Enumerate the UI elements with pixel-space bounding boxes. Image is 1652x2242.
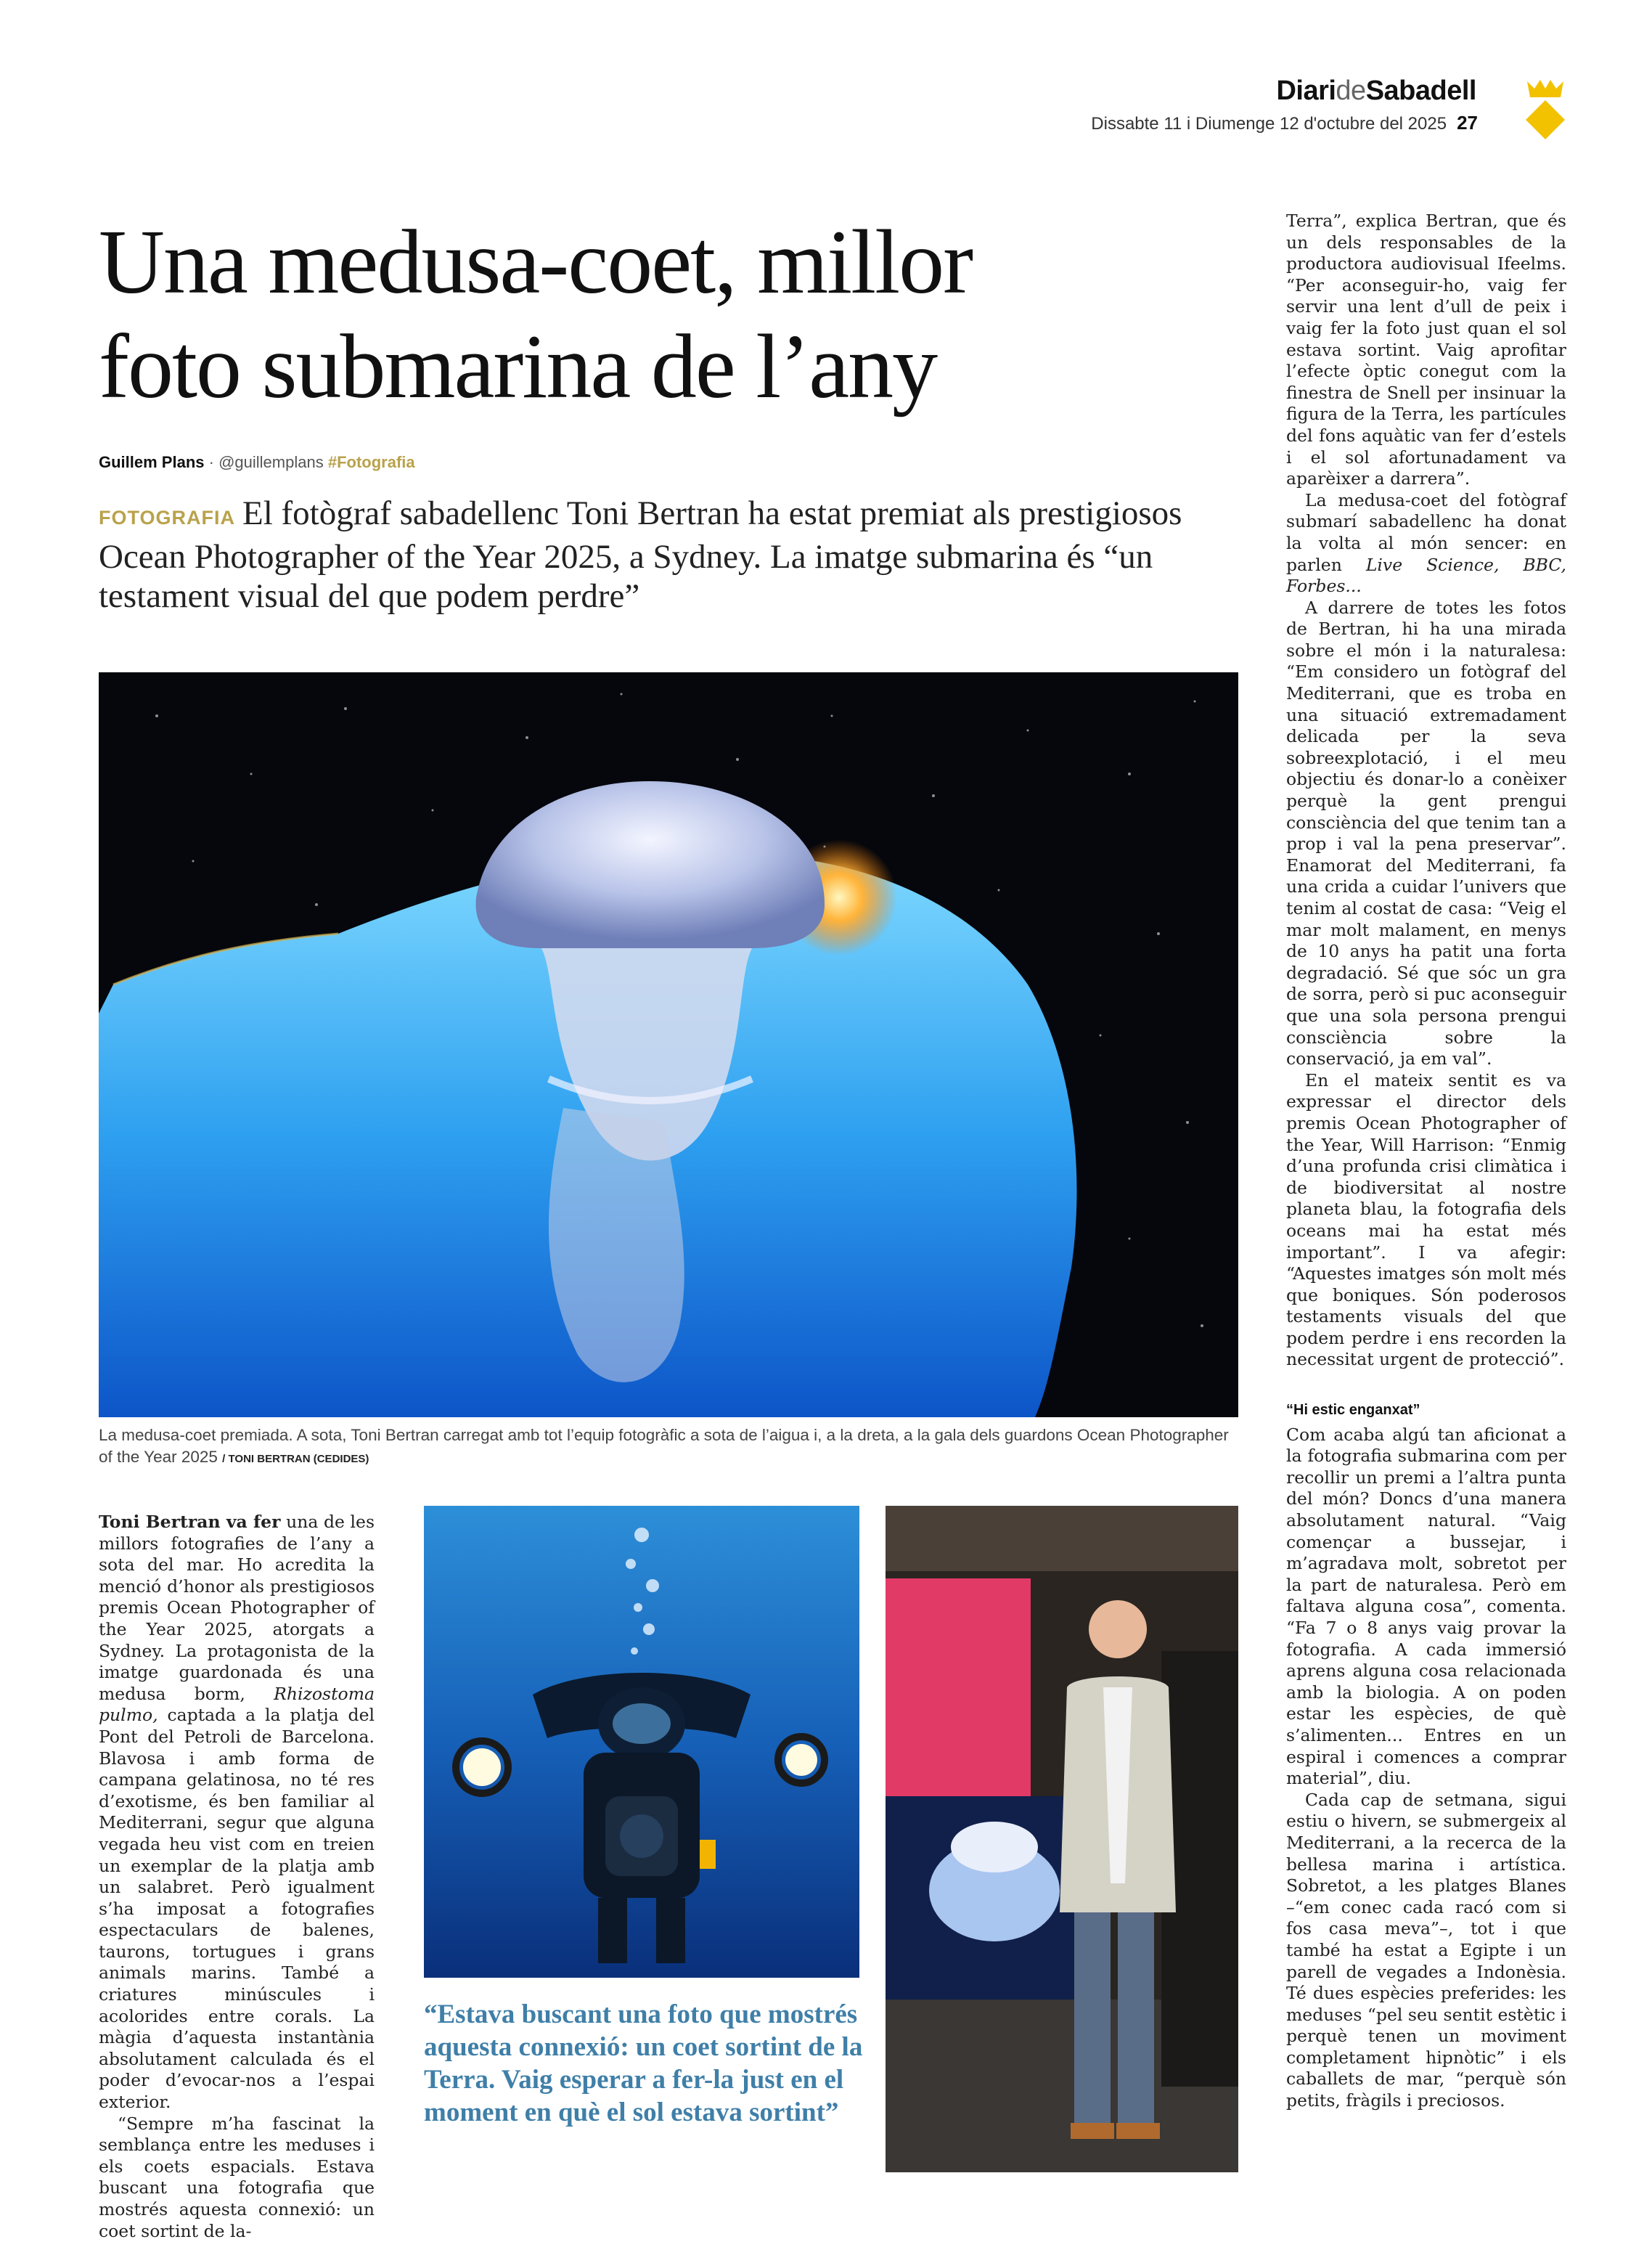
masthead-title (1276, 76, 1476, 107)
masthead-name-1: Diari (1276, 76, 1336, 106)
byline-separator: · (208, 453, 214, 471)
body-paragraph: Toni Bertran va fer una de les millors fotografies de l’any a sota del mar. Ho acredita la menció d’honor als prestigiosos premis Ocean Photographer of the Year 2025, atorgats a Sydney. La protagonista de la imatge guardonada és una medusa borm, Rhizostoma pulmo, captada a la platja del Pont del Petroli de Barcelona. Blavosa i amb forma de campana gelatinosa, no té res d’exotisme, és ben familiar al Mediterrani, segur que alguna vegada heu vist com en treien un exemplar de la platja amb un salabret. Però igualment s’ha imposat a fotografies espectaculars de balenes, taurons, tortugues i grans animals marins. També a criatures minúscules i acolorides entre corals. La màgia d’aquesta instantània absolutament calculada és el poder d’evocar-nos a l’espai exterior. (99, 1512, 375, 2113)
photo-diver (424, 1506, 859, 1978)
crest-icon (1524, 78, 1566, 139)
masthead-date-line (1091, 112, 1478, 134)
main-photo-jellyfish (99, 672, 1238, 1417)
byline-handle[interactable]: @guillemplans (218, 453, 324, 471)
main-caption (99, 1424, 1238, 1470)
lead-text: El fotògraf sabadellenc Toni Bertran ha estat premiat als prestigiosos Ocean Photographer of the Year 2025, a Sydney. La imatge submarina és “un testament visual del que podem perdre” (99, 494, 1182, 615)
body-paragraph: A darrere de totes les fotos de Bertran, hi ha una mirada sobre el món i la naturalesa: “Em considero un fotògraf del Mediterrani, que es troba en una situació extremadament delicada per la seva sobreexplotació, i el meu objectiu és donar-lo a conèixer perquè la gent prengui consciència del que tenim tan a prop i val la pena preservar”. Enamorat del Mediterrani, fa una crida a cuidar l’univers que tenim al costat de casa: “Veig el mar molt malament, en menys de 10 anys ha patit una forta degradació. Sé que sóc un gra de sorra, però si puc aconseguir que una sola persona prengui consciència sobre la conservació, ja em val”. (1286, 597, 1566, 1069)
pull-quote: “Estava buscant una foto que mostrés aquesta connexió: un coet sortint de la Terra. Vaig esperar a fer-la just en el moment en què el sol estava sortint” (424, 2000, 863, 2127)
headline (99, 211, 1231, 420)
issue-date: Dissabte 11 i Diumenge 12 d'octubre del 2025 (1091, 114, 1447, 134)
media-outlets: Live Science, BBC, Forbes... (1286, 554, 1566, 597)
photo-gala (886, 1506, 1238, 2172)
body-column-right (1286, 211, 1566, 2112)
body-paragraph: “Sempre m’ha fascinat la semblança entre les meduses i els coets espacials. Estava buscant una fotografia que mostrés aquesta connexió: un coet sortint de la- (99, 2113, 375, 2241)
byline-author: Guillem Plans (99, 453, 205, 471)
body-paragraph: En el mateix sentit es va expressar el director dels premis Ocean Photographer of the Year, Will Harrison: “Enmig d’una profunda crisi climàtica i de biodiversitat al nostre planeta blau, la fotografia dels oceans mai ha estat més important”. I va afegir: “Aquestes imatges són molt més que boniques. Són poderosos testaments visuals del que podem perdre i ens recorden la necessitat urgent de protecció”. (1286, 1069, 1566, 1370)
headline-line-2: foto submarina de l’any (99, 317, 937, 417)
body-paragraph: Cada cap de setmana, sigui estiu o hivern, se submergeix al Mediterrani, a la recerca de la bellesa marina i artística. Sobretot, a les platges Blanes –“em conec cada racó com si fos casa meva”–, tot i que també ha estat a Egipte i un parell de vegades a Indonèsia. Té dues espècies preferides: les meduses “pel seu sentit estètic i perquè tenen un moviment completament hipnòtic” i els caballets de mar, “perquè són petits, fràgils i preciosos. (1286, 1789, 1566, 2111)
masthead-name-3: Sabadell (1365, 76, 1476, 106)
subheading: “Hi estic enganxat” (1286, 1402, 1420, 1419)
body-paragraph: La medusa-coet del fotògraf submarí sabadellenc ha donat la volta al món sencer: en parlen Live Science, BBC, Forbes... (1286, 489, 1566, 597)
intro-bold: Toni Bertran va fer (99, 1512, 281, 1532)
byline-tag[interactable]: #Fotografia (327, 453, 415, 471)
page-number: 27 (1457, 112, 1478, 134)
caption-text: La medusa-coet premiada. A sota, Toni Bertran carregat amb tot l’equip fotogràfic a sota de l’aigua i, a la dreta, a la gala dels guardons Ocean Photographer of the Year 2025 (99, 1426, 1229, 1466)
lead-paragraph (99, 494, 1209, 616)
headline-line-1: Una medusa-coet, millor (99, 212, 973, 313)
body-column-left (99, 1512, 375, 2242)
masthead-name-2: de (1336, 76, 1366, 106)
section-kicker: FOTOGRAFIA (99, 507, 235, 529)
photo-credit: / TONI BERTRAN (CEDIDES) (222, 1453, 369, 1465)
body-paragraph: Com acaba algú tan aficionat a la fotografia submarina com per recollir un premi a l’altra punta del món? Doncs d’una manera absolutament natural. “Vaig començar a bussejar, i m’agradava molt, sobretot per la part de naturalesa. Però em faltava alguna cosa”, comenta. “Fa 7 o 8 anys vaig provar la fotografia. A cada immersió aprens alguna cosa relacionada amb la biologia. A on poden estar les espècies, de què s’alimenten... Entres en un espiral i comences a comprar material”, diu. (1286, 1424, 1566, 1789)
body-paragraph: Terra”, explica Bertran, que és un dels responsables de la productora audiovisual Ifeelms. “Per aconseguir-ho, vaig fer servir una lent d’ull de peix i vaig fer la foto just quan el sol estava sortint. Vaig aprofitar l’efecte òptic conegut com la finestra de Snell per insinuar la figura de la Terra, les partícules del fons aquàtic van fer d’estels i el sol afortunadament va aparèixer a darrera”. (1286, 211, 1566, 489)
species-name: Rhizostoma pulmo, (99, 1683, 375, 1726)
byline (99, 453, 415, 472)
